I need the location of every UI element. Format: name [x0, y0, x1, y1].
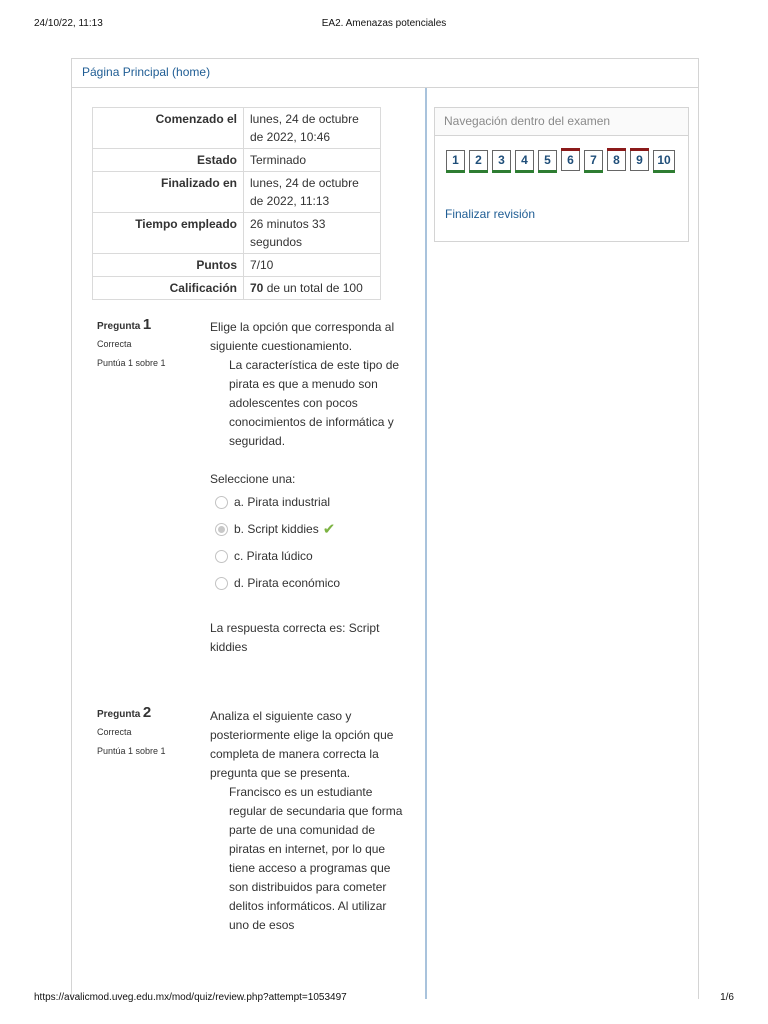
question-label: Pregunta — [97, 321, 141, 332]
summary-row — [93, 277, 381, 300]
question-1-info — [97, 316, 166, 368]
summary-key: Estado — [93, 149, 244, 172]
grade-value: 70 — [250, 281, 264, 295]
correct-check-icon: ✔ — [322, 520, 336, 538]
quiz-navigation-title: Navegación dentro del examen — [444, 114, 611, 128]
question-score: Puntúa 1 sobre 1 — [97, 746, 166, 756]
answer-option-a[interactable] — [210, 489, 405, 516]
question-score: Puntúa 1 sobre 1 — [97, 358, 166, 368]
summary-key: Finalizado en — [93, 172, 244, 213]
quiz-nav-button-2[interactable]: 2 — [469, 150, 488, 171]
option-label: c. Pirata lúdico — [234, 549, 313, 563]
radio-button[interactable] — [215, 577, 228, 590]
question-body: Francisco es un estudiante regular de secundaria que forma parte de una comunidad de piratas en internet, por lo que tiene acceso a programas que son distribuidos para cometer delitos informáticos. Al utilizar uno de esos — [229, 785, 403, 932]
summary-key: Puntos — [93, 254, 244, 277]
correct-answer-feedback: La respuesta correcta es: Script kiddies — [210, 621, 380, 654]
question-prompt: Elige la opción que corresponda al siguiente cuestionamiento. — [210, 320, 395, 353]
question-number: 2 — [142, 704, 152, 721]
quiz-nav-button-7[interactable]: 7 — [584, 150, 603, 171]
quiz-nav-button-5[interactable]: 5 — [538, 150, 557, 171]
answer-options — [210, 489, 405, 597]
summary-key: Comenzado el — [93, 108, 244, 149]
summary-value: 7/10 — [244, 254, 381, 277]
quiz-navigation-header — [435, 108, 688, 136]
quiz-nav-button-1[interactable]: 1 — [446, 150, 465, 171]
summary-key: Tiempo empleado — [93, 213, 244, 254]
option-label: b. Script kiddies — [234, 522, 319, 536]
print-header — [0, 18, 768, 34]
summary-row — [93, 172, 381, 213]
quiz-nav-button-6[interactable]: 6 — [561, 150, 580, 171]
print-page-number: 1/6 — [720, 992, 734, 1003]
summary-value: Terminado — [244, 149, 381, 172]
summary-row — [93, 149, 381, 172]
option-label: a. Pirata industrial — [234, 495, 331, 509]
select-one-label: Seleccione una: — [210, 472, 296, 486]
summary-row — [93, 108, 381, 149]
question-prompt: Analiza el siguiente caso y posteriormente elige la opción que completa de manera correcta la pregunta que se presenta. — [210, 709, 394, 780]
attempt-summary-table — [92, 107, 381, 300]
quiz-nav-button-10[interactable]: 10 — [653, 150, 675, 171]
quiz-nav-button-9[interactable]: 9 — [630, 150, 649, 171]
summary-row — [93, 213, 381, 254]
quiz-nav-button-3[interactable]: 3 — [492, 150, 511, 171]
question-label: Pregunta — [97, 709, 141, 720]
summary-key: Calificación — [93, 277, 244, 300]
question-2-info — [97, 704, 166, 756]
summary-row — [93, 254, 381, 277]
question-number: 1 — [142, 316, 152, 333]
radio-button[interactable] — [215, 550, 228, 563]
summary-value: lunes, 24 de octubre de 2022, 11:13 — [244, 172, 381, 213]
answer-option-d[interactable] — [210, 570, 405, 597]
radio-button-selected[interactable] — [215, 523, 228, 536]
question-body: La característica de este tipo de pirata es que a menudo son adolescentes con pocos conocimientos de informática y seguridad. — [229, 358, 400, 448]
option-label: d. Pirata económico — [234, 576, 341, 590]
answer-option-b[interactable] — [210, 516, 405, 543]
print-url: https://avalicmod.uveg.edu.mx/mod/quiz/review.php?attempt=1053497 — [34, 992, 347, 1003]
summary-value: 26 minutos 33 segundos — [244, 213, 381, 254]
grade-total: de un total de 100 — [263, 281, 363, 295]
question-state: Correcta — [97, 339, 132, 349]
quiz-navigation-buttons — [446, 150, 686, 177]
quiz-nav-button-8[interactable]: 8 — [607, 150, 626, 171]
quiz-navigation-block — [434, 107, 689, 242]
print-date: 24/10/22, 11:13 — [34, 18, 103, 29]
summary-value: lunes, 24 de octubre de 2022, 10:46 — [244, 108, 381, 149]
question-state: Correcta — [97, 727, 132, 737]
finish-review-link[interactable]: Finalizar revisión — [445, 207, 536, 221]
summary-value — [244, 277, 381, 300]
radio-button[interactable] — [215, 496, 228, 509]
breadcrumb-bar — [72, 59, 698, 88]
breadcrumb-home-link[interactable]: Página Principal (home) — [82, 65, 211, 79]
question-1-content — [210, 318, 405, 657]
page-frame — [71, 58, 699, 999]
print-title: EA2. Amenazas potenciales — [321, 18, 447, 29]
quiz-nav-button-4[interactable]: 4 — [515, 150, 534, 171]
sidebar-divider — [425, 88, 427, 999]
answer-option-c[interactable] — [210, 543, 405, 570]
question-2-content — [210, 707, 405, 935]
